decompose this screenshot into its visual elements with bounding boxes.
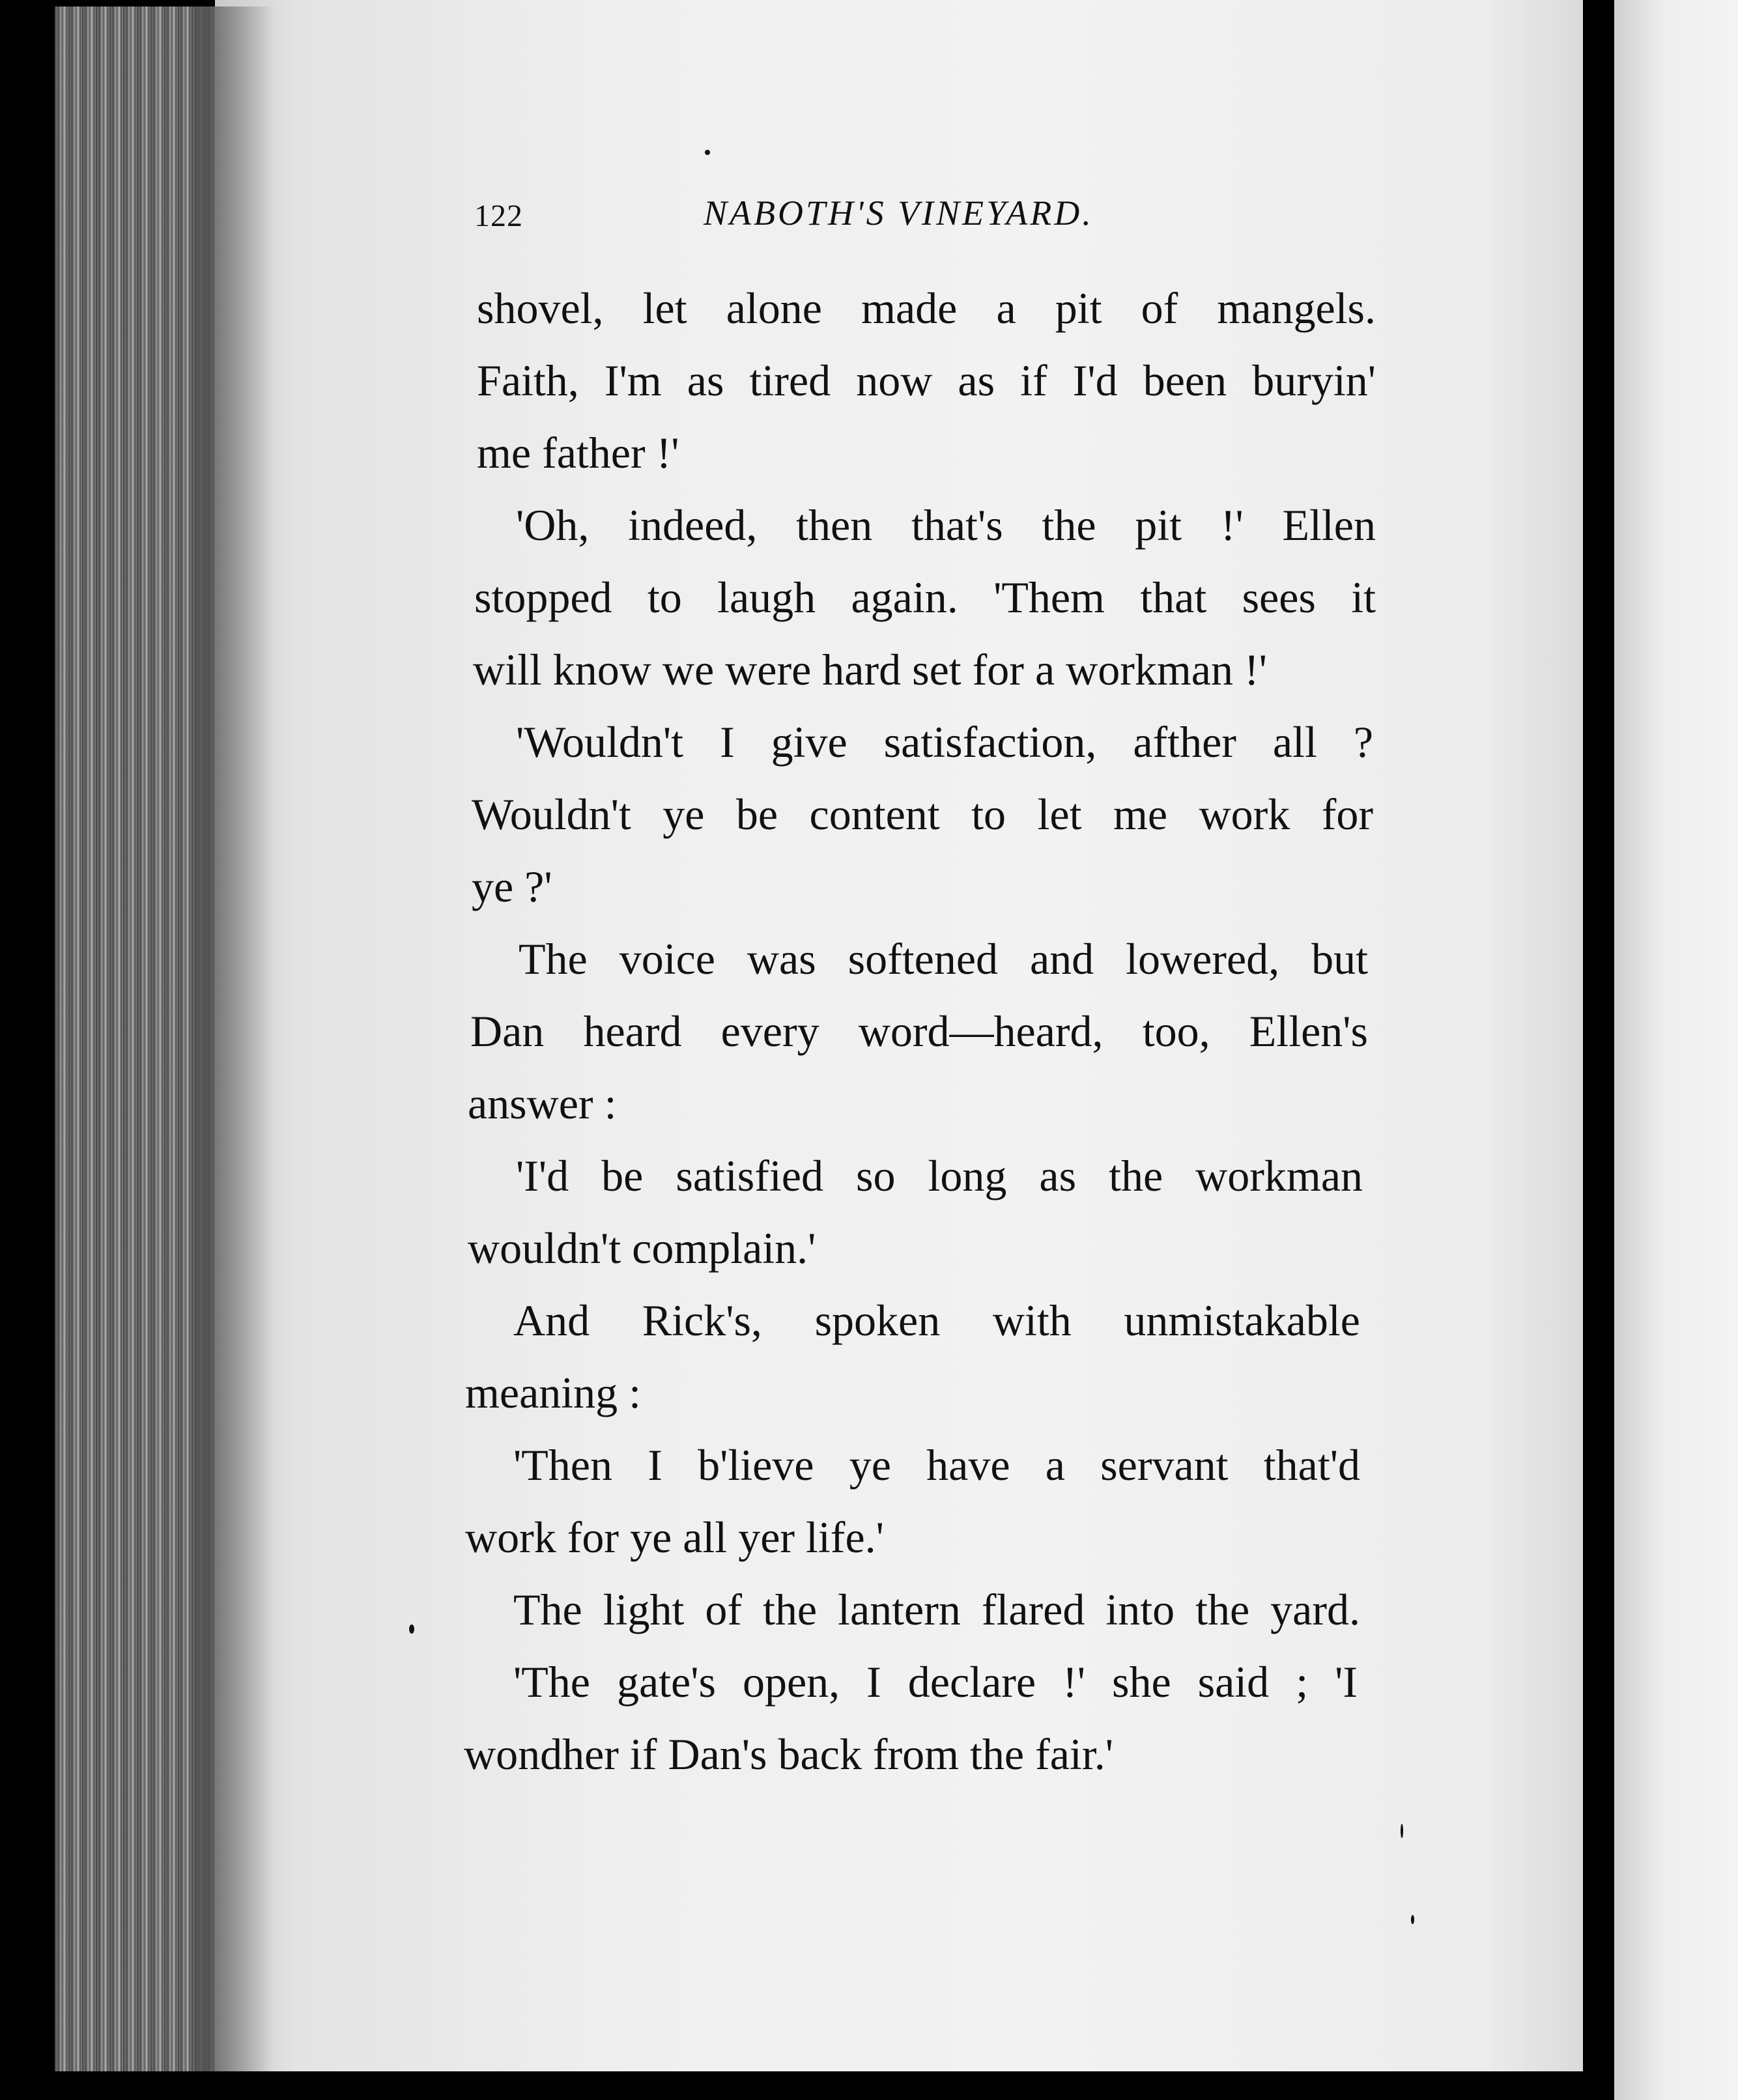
right-gutter [1583, 0, 1609, 2100]
text-line: ye ?' [472, 862, 552, 911]
text-line: Dan heard every word—heard, too, Ellen's [470, 1006, 1368, 1056]
speck [409, 1625, 414, 1634]
text-line: 'Oh, indeed, then that's the pit !' Ellen [516, 500, 1376, 550]
text-line: answer : [468, 1079, 617, 1128]
facing-page-edge [1614, 0, 1738, 2100]
page-number: 122 [474, 199, 523, 233]
text-line: meaning : [465, 1368, 642, 1417]
text-line: work for ye all yer life.' [465, 1512, 884, 1562]
text-line: 'I'd be satisfied so long as the workman [516, 1151, 1363, 1200]
speck [1401, 1824, 1403, 1838]
body-text [464, 272, 1376, 1791]
speck [1411, 1915, 1414, 1924]
text-line: wondher if Dan's back from the fair.' [464, 1729, 1113, 1779]
text-line: 'Wouldn't I give satisfaction, afther all ? [516, 717, 1373, 767]
text-line: Wouldn't ye be content to let me work for [472, 789, 1373, 839]
text-line: Faith, I'm as tired now as if I'd been buryin' [477, 356, 1376, 405]
speck [705, 150, 710, 155]
text-line: wouldn't complain.' [468, 1223, 816, 1273]
bottom-border [0, 2071, 1589, 2100]
page-shadow [195, 7, 274, 2071]
text-line: 'The gate's open, I declare !' she said ; 'I [513, 1657, 1358, 1707]
text-line: The voice was softened and lowered, but [519, 934, 1368, 984]
text-line: me father !' [477, 428, 679, 477]
text-line: And Rick's, spoken with unmistakable [513, 1296, 1360, 1345]
running-header [474, 193, 1152, 245]
text-line: stopped to laugh again. 'Them that sees it [474, 573, 1376, 622]
text-line: The light of the lantern flared into the yard. [513, 1585, 1360, 1634]
running-title: NABOTH'S VINEYARD. [704, 193, 1094, 233]
text-line: shovel, let alone made a pit of mangels. [477, 283, 1376, 333]
text-line: 'Then I b'lieve ye have a servant that'd [513, 1440, 1360, 1490]
text-line: will know we were hard set for a workman !' [473, 645, 1267, 694]
